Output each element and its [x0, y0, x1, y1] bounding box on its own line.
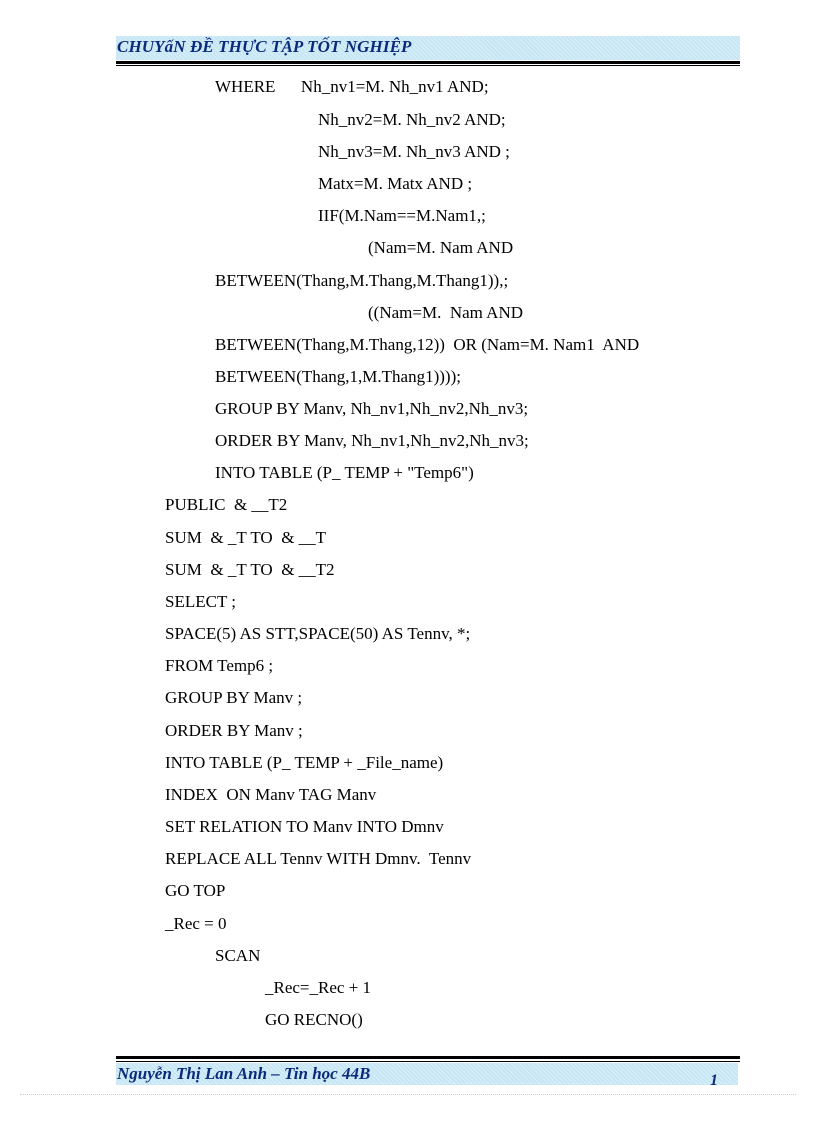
code-line: WHERE Nh_nv1=M. Nh_nv1 AND; [215, 77, 489, 96]
code-line: GO RECNO() [265, 1010, 363, 1029]
code-line: SET RELATION TO Manv INTO Dmnv [165, 817, 444, 836]
code-line: BETWEEN(Thang,M.Thang,M.Thang1)),; [215, 271, 509, 290]
code-line: GO TOP [165, 881, 226, 900]
code-line: GROUP BY Manv ; [165, 688, 303, 707]
footer-rule-thick [116, 1056, 740, 1059]
code-line: Matx=M. Matx AND ; [318, 174, 473, 193]
code-line: SPACE(5) AS STT,SPACE(50) AS Tennv, *; [165, 624, 471, 643]
footer-rule-thin [116, 1061, 740, 1062]
header-rule-thin [116, 65, 740, 66]
code-line: (Nam=M. Nam AND [368, 238, 514, 257]
code-line: FROM Temp6 ; [165, 656, 274, 675]
code-line: SCAN [215, 946, 261, 965]
header-title: CHUYấN ĐỀ THỰC TẬP TỐT NGHIỆP [117, 37, 412, 56]
code-line: INTO TABLE (P_ TEMP + "Temp6") [215, 463, 474, 482]
code-line: IIF(M.Nam==M.Nam1,; [318, 206, 486, 225]
code-line: SELECT ; [165, 592, 236, 611]
code-line: BETWEEN(Thang,1,M.Thang1)))); [215, 367, 461, 386]
code-line: SUM & _T TO & __T [165, 528, 327, 547]
page-bottom-divider [20, 1094, 796, 1095]
code-line: ORDER BY Manv, Nh_nv1,Nh_nv2,Nh_nv3; [215, 431, 529, 450]
code-line: _Rec=_Rec + 1 [265, 978, 372, 997]
code-line: REPLACE ALL Tennv WITH Dmnv. Tennv [165, 849, 472, 868]
code-line: GROUP BY Manv, Nh_nv1,Nh_nv2,Nh_nv3; [215, 399, 529, 418]
code-line: _Rec = 0 [165, 914, 227, 933]
header-rule-thick [116, 61, 740, 64]
code-line: Nh_nv3=M. Nh_nv3 AND ; [318, 142, 510, 161]
code-line: PUBLIC & __T2 [165, 495, 288, 514]
code-line: INTO TABLE (P_ TEMP + _File_name) [165, 753, 444, 772]
page-number: 1 [710, 1072, 718, 1089]
code-line: INDEX ON Manv TAG Manv [165, 785, 377, 804]
footer-author: Nguyễn Thị Lan Anh – Tin học 44B [117, 1064, 371, 1083]
code-line: ORDER BY Manv ; [165, 721, 303, 740]
code-line: Nh_nv2=M. Nh_nv2 AND; [318, 110, 506, 129]
code-line: SUM & _T TO & __T2 [165, 560, 335, 579]
code-line: ((Nam=M. Nam AND [368, 303, 524, 322]
code-line: BETWEEN(Thang,M.Thang,12)) OR (Nam=M. Nam1 AND [215, 335, 640, 354]
